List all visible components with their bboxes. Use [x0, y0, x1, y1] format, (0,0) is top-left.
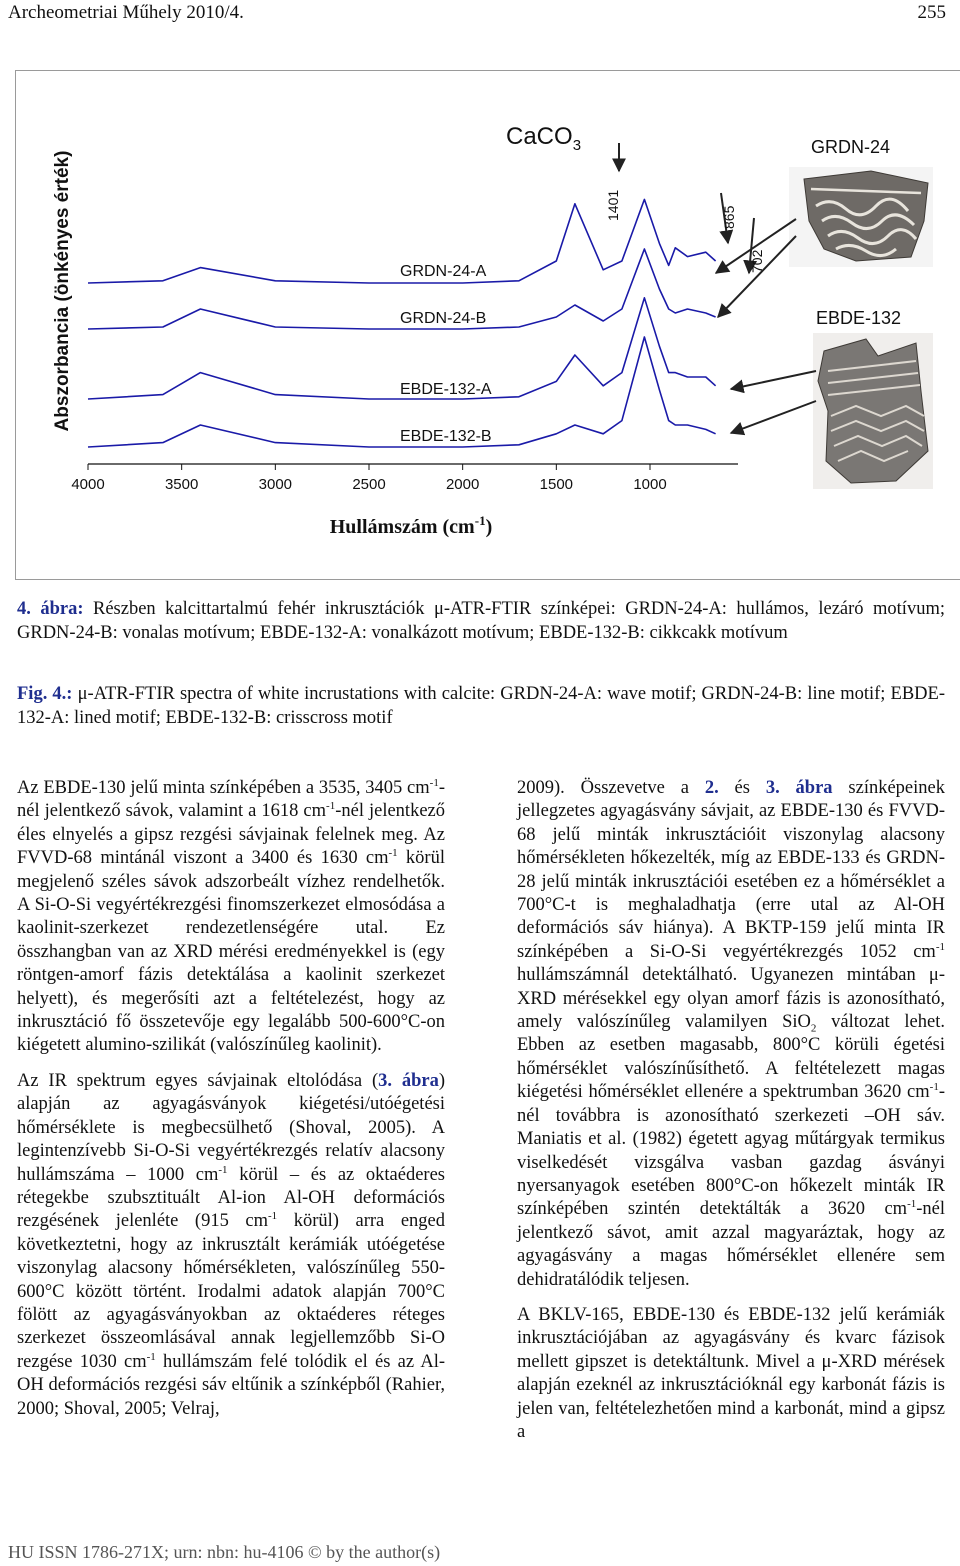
x-tick-label: 4000 — [71, 476, 105, 493]
journal-header: Archeometriai Műhely 2010/4. — [8, 2, 244, 23]
figure-reference[interactable]: 2. — [704, 778, 719, 798]
body-column-left — [17, 777, 445, 1433]
arrow-photo-ebde-a — [731, 371, 816, 389]
figure-reference[interactable]: 3. ábra — [378, 1070, 439, 1091]
x-tick-label: 2000 — [445, 476, 480, 493]
caption-hu-mu: μ — [433, 599, 444, 619]
label-grdn-24-b: GRDN-24-B — [400, 310, 487, 327]
paragraph: A BKLV-165, EBDE-130 és EBDE-132 jelű kerámiák inkrusztációjában az agyagásvány és kvarc fázisok mellett gipszet is detektáltunk. Mivel a μ-XRD mérések alapján ezeknél az inkrusztációknál egy karbonát fázis is jelen van, feltételezhetően mind a karbonát, mind a gipsz a — [517, 1304, 945, 1442]
arrow-photo-grdn-b — [718, 236, 796, 317]
x-tick-label: 2500 — [352, 476, 386, 493]
peak-865: 865 — [721, 205, 737, 229]
caption-en-label: Fig. 4.: — [17, 684, 73, 704]
caption-hu-label: 4. ábra: — [17, 599, 84, 619]
peak-1401: 1401 — [605, 189, 621, 221]
x-tick-label: 3000 — [258, 476, 293, 493]
caption-hu-pre: Részben kalcittartalmú fehér inkrusztációk — [83, 599, 434, 619]
caption-hu-post: -ATR-FTIR színképei: GRDN-24-A: hullámos, lezáró motívum; GRDN-24-B: vonalas motívum; EBDE-132-A: vonalkázott motívum; EBDE-132-B: cikkcakk motívum — [17, 599, 945, 643]
label-grdn-24-a: GRDN-24-A — [400, 263, 487, 280]
y-axis-label: Abszorbancia (önkényes érték) — [52, 150, 73, 432]
ftir-chart — [16, 71, 960, 579]
sherd-photo-grdn-24 — [789, 167, 933, 267]
label-ebde-132-b: EBDE-132-B — [400, 428, 492, 445]
x-tick-label: 1500 — [539, 476, 574, 493]
figure-caption-hungarian — [17, 597, 945, 645]
peak-702: 702 — [749, 249, 765, 273]
x-axis-ticks — [71, 464, 666, 493]
arrow-photo-ebde-b — [731, 401, 816, 433]
x-tick-label: 1000 — [633, 476, 667, 493]
figure-reference[interactable]: 3. ábra — [765, 778, 833, 798]
caption-en-mu: μ — [77, 684, 88, 704]
sample-label-ebde-132: EBDE-132 — [816, 308, 902, 328]
paragraph: Az EBDE-130 jelű minta színképében a 3535, 3405 $cm^{-1}$-nél jelentkező sávok, valamint a 1618 $cm^{-1}$-nél jelentkező éles elnyelés a gipsz rezgési sávjainak felelnek meg. Az FVVD-68 mintánál viszont a 3400 és 1630 $cm^{-1}$ körül megjelenő széles sávok adszorbeált vízhez rendelhetők. A Si-O-Si vegyértékrezgési finomszerkezet elmosódása a kaolinit-szerkezet rendezetlenségére utal. Ez összhangban van az XRD mérési eredményekkel is (egy röntgen-amorf fázis detektálása a kaolinit szerkezet helyett), és megerősíti azt a feltételezést, hogy az inkrusztáció fő összetevője egy legalább 500-600°C-on kiégetett alumino-szilikát (valószínűleg kaolinit). — [17, 776, 445, 1056]
footer-issn: HU ISSN 1786-271X; urn: nbn: hu-4106 © by the author(s) — [8, 1542, 441, 1562]
body-column-right — [517, 777, 945, 1456]
sample-label-grdn-24: GRDN-24 — [811, 137, 891, 157]
caption-en-post: -ATR-FTIR spectra of white incrustations with calcite: GRDN-24-A: wave motif; GRDN-24-B: line motif; EBDE-132-A: lined motif; EBDE-132-B: crisscross motif — [17, 684, 945, 728]
x-tick-label: 3500 — [164, 476, 199, 493]
label-ebde-132-a: EBDE-132-A — [400, 381, 492, 398]
paragraph: 2009). Összevetve a 2. és 3. ábra színképeinek jellegzetes agyagásvány sávjait, az EBDE-130 és FVVD-68 jelű minták inkrusztációit viszonylag alacsony hőmérsékleten hőkezelték, míg az EBDE-133 és GRDN-28 jelű minták inkrusztációi esetében ez a hőmérséklet a 700°C-t is meghaladhatja (erre utal az Al-OH deformációs sáv hiánya). A BKTP-159 jelű minta IR színképében a Si-O-Si vegyértékrezgés 1052 $cm^{-1}$ hullámszámnál detektálható. Ugyanezen mintában μ-XRD mérésekkel egy olyan amorf fázis is azonosítható, amely valószínűleg valamilyen SiO$_2$ változat lehet. Ebben az esetben magasabb, 800°C körüli égetési hőmérséklet valószínűsíthető. A feltételezett magas kiégetési hőmérséklet ellenére a spektrumban 3620 $cm^{-1}$-nél továbbra is azonosítható szerkezeti –OH sáv. Maniatis et al. (1982) égetett agyag műtárgyak termikus viselkedését vizsgálva vasban gazdag ásványi nyersanyagok esetében 800°C-on hőkezelt minták IR színképében szintén detektálták a 3620 $cm^{-1}$-nél jelentkező sávot, amit azzal magyaráztak, hogy az agyagásvány a magas hőmérséklet ellenére sem dehidratálódik teljesen. — [517, 778, 945, 1290]
paragraph: Az IR spektrum egyes sávjainak eltolódása (3. ábra) alapján az agyagásványok kiégetési/utóégetési hőmérséklete is megbecsülhető (Shoval, 2005). A legintenzívebb Si-O-Si vegyértékrezgés relatív alacsony hullámszáma – 1000 $cm^{-1}$ körül – és az oktaéderes rétegekbe szubsztituált Al-ion Al-OH deformációs rezgésének jelenléte (915 $cm^{-1}$ körül) arra enged következtetni, hogy az inkrusztált kerámiák utóégetése viszonylag alacsony hőmérsékleten, valószínűleg 550-600°C között történt. Irodalmi adatok alapján 700°C fölött az agyagásványokban az oktaéderes réteges szerkezet összeomlásával annak legjellemzőbb Si-O rezgése 1030 $cm^{-1}$ hullámszám felé tolódik el és az Al-OH deformációs rezgési sáv eltűnik a színképből (Rahier, 2000; Shoval, 2005; Velraj, — [17, 1070, 445, 1419]
x-axis-label: Hullámszám $(cm^{-1})$ — [329, 513, 493, 538]
figure-caption-english — [17, 682, 945, 730]
page-number: 255 — [917, 2, 946, 23]
caco3-label: CaCO$_3$ — [506, 123, 582, 154]
figure-frame — [15, 70, 960, 580]
sherd-photo-ebde-132 — [813, 333, 933, 489]
